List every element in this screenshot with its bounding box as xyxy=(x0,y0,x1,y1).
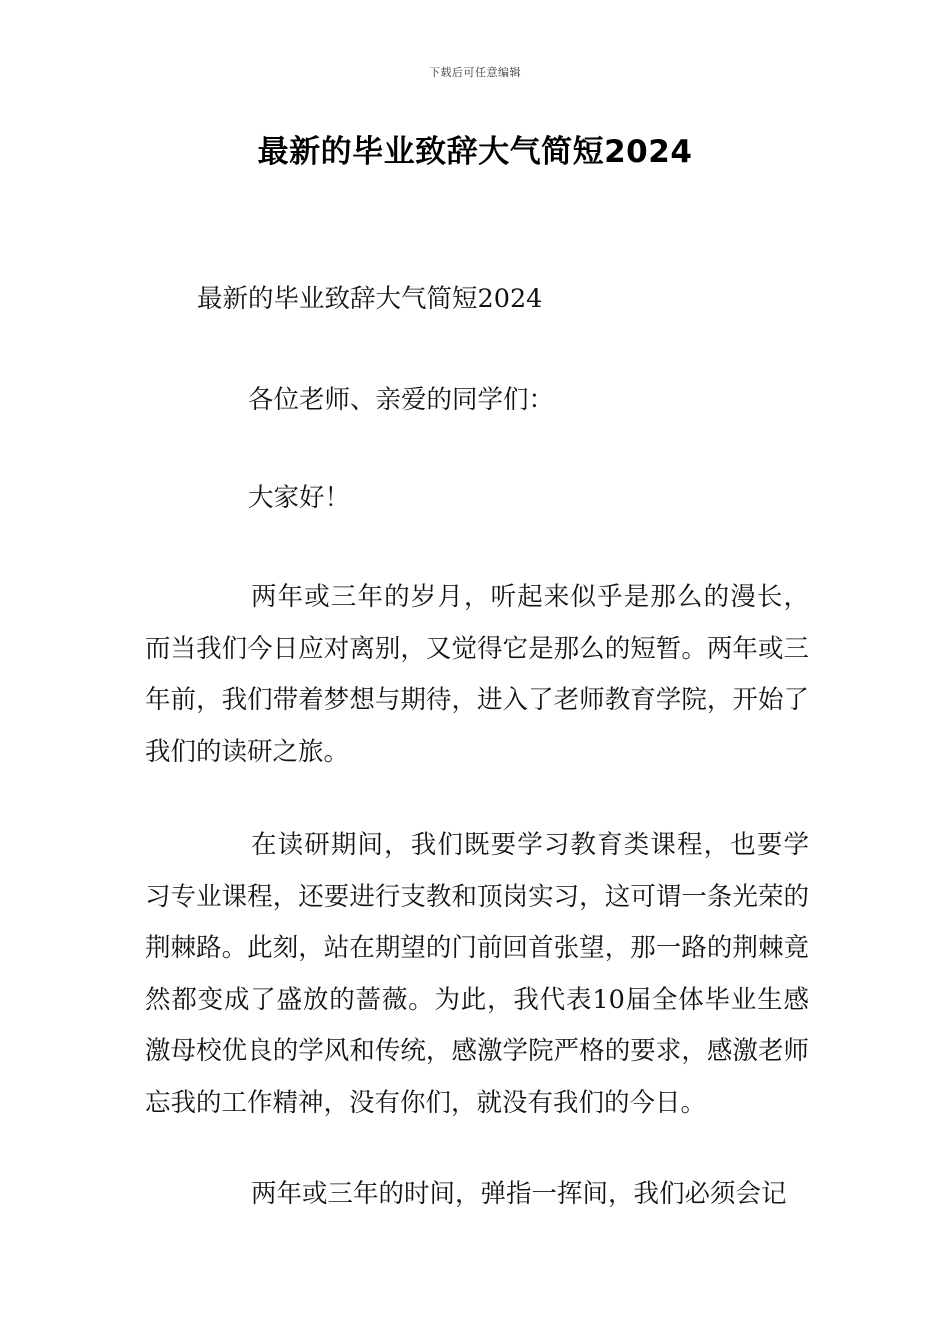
body-paragraph-1: 两年或三年的岁月，听起来似乎是那么的漫长，而当我们今日应对离别，又觉得它是那么的短暂。两年或三年前，我们带着梦想与期待，进入了老师教育学院，开始了我们的读研之旅。 xyxy=(145,582,809,767)
greeting: 大家好！ xyxy=(248,483,351,513)
body-paragraph-3: 两年或三年的时间，弹指一挥间，我们必须会记 xyxy=(251,1179,787,1209)
document-subtitle: 最新的毕业致辞大气简短2024 xyxy=(197,284,543,314)
salutation: 各位老师、亲爱的同学们： xyxy=(248,385,555,415)
document-title: 最新的毕业致辞大气简短2024 xyxy=(257,134,693,170)
header-note: 下载后可任意编辑 xyxy=(429,66,521,79)
body-paragraph-2: 在读研期间，我们既要学习教育类课程，也要学习专业课程，还要进行支教和顶岗实习，这可谓一条光荣的荆棘路。此刻，站在期望的门前回首张望，那一路的荆棘竟然都变成了盛放的蔷薇。为此，我代表10届全体毕业生感激母校优良的学风和传统，感激学院严格的要求，感激老师忘我的工作精神，没有你们，就没有我们的今日。 xyxy=(145,830,809,1118)
